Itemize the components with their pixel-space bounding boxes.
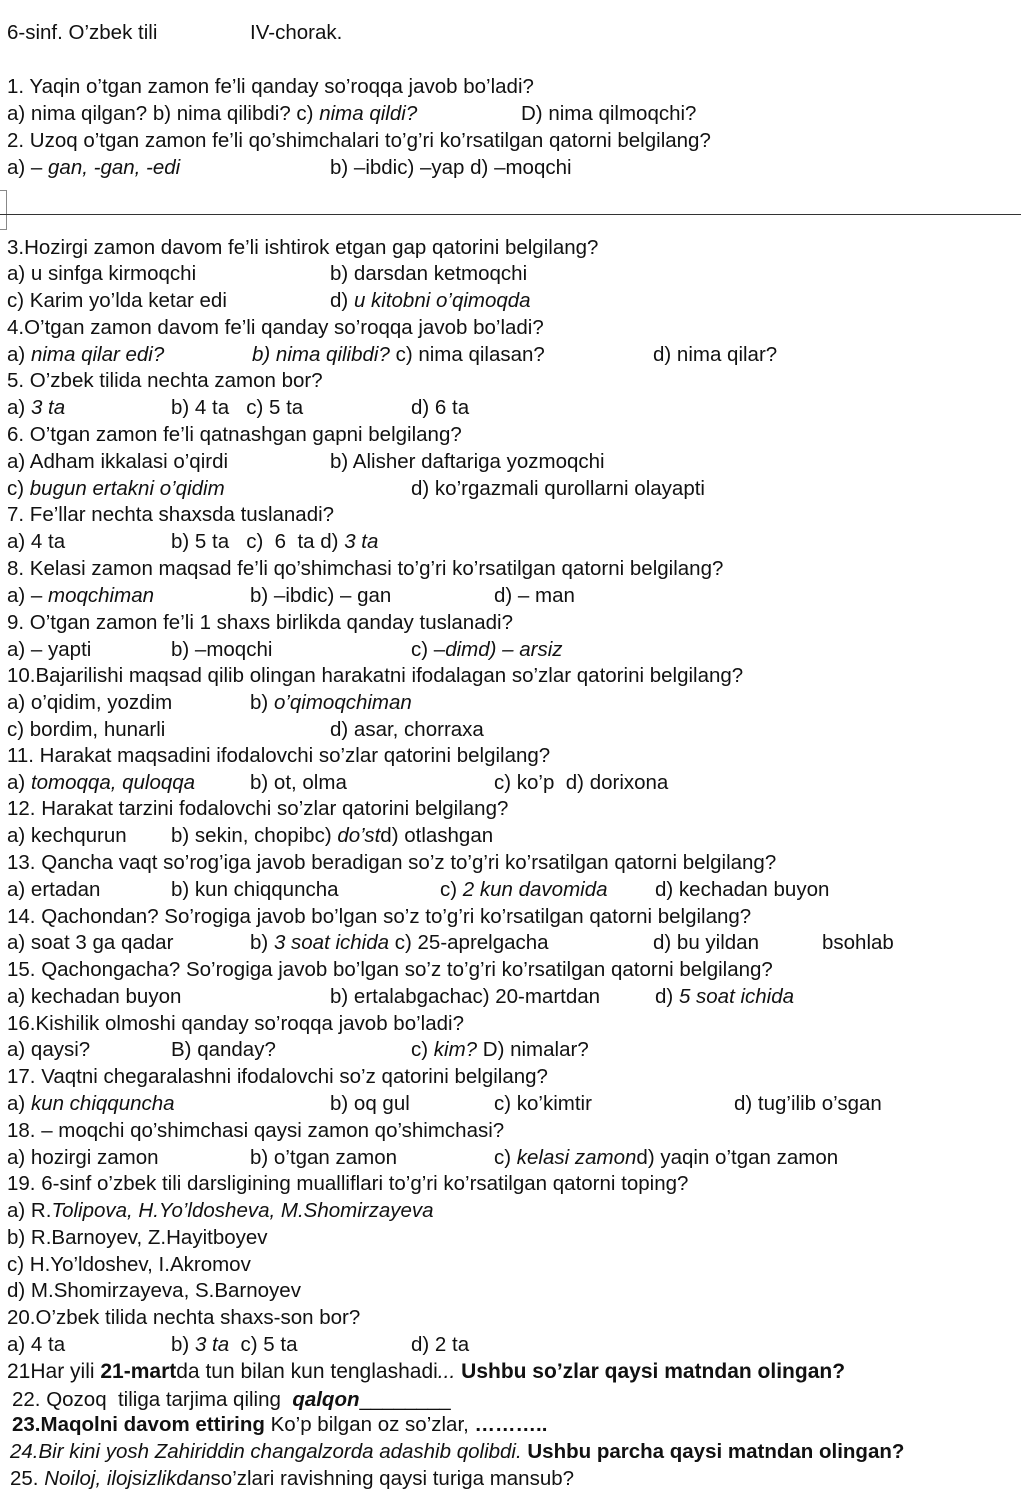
q14-extra: bsohlab: [822, 931, 894, 954]
question-25: [10, 1467, 574, 1491]
q12-options-bcd: [171, 824, 493, 848]
q3-d-value: u kitobni o’qimoqda: [353, 289, 531, 312]
header-quarter: IV-chorak.: [250, 21, 343, 44]
q22-text: 22. Qozoq tiliga tarjima qiling: [12, 1388, 293, 1411]
question-12: 12. Harakat tarzini fodalovchi so’zlar qatorini belgilang?: [7, 797, 509, 820]
q5-a-prefix: a): [7, 396, 31, 419]
q5-option-d: d) 6 ta: [411, 396, 470, 419]
header-grade: 6-sinf. O’zbek tili: [7, 21, 158, 44]
q20-options-bc: [171, 1333, 298, 1357]
q14-b-value: 3 soat ichida: [273, 931, 390, 954]
q10-b-prefix: b): [250, 691, 274, 714]
q9-cd-value: dimd) – arsiz: [445, 638, 563, 661]
q17-a-value: kun chiqquncha: [30, 1092, 175, 1115]
q24-question: Ushbu parcha qaysi matndan olingan?: [521, 1440, 905, 1463]
q17-option-c: c) ko’kimtir: [494, 1092, 592, 1115]
q16-c-prefix: c): [411, 1038, 434, 1061]
question-24: [10, 1440, 904, 1464]
question-5: 5. O’zbek tilida nechta zamon bor?: [7, 369, 323, 392]
q8-a-value: moqchiman: [48, 584, 154, 607]
q18-option-a: a) hozirgi zamon: [7, 1146, 159, 1169]
question-6: 6. O’tgan zamon fe’li qatnashgan gapni belgilang?: [7, 423, 462, 446]
q3-d-prefix: d): [330, 289, 354, 312]
q2-options-bcd: b) –ibdic) –yap d) –moqchi: [330, 156, 572, 179]
q16-options-cd: [411, 1038, 589, 1062]
question-20: 20.O’zbek tilida nechta shaxs-son bor?: [7, 1306, 361, 1329]
q15-options-bc: b) ertalabgachac) 20-martdan: [330, 985, 601, 1008]
q20-option-a: a) 4 ta: [7, 1333, 66, 1356]
q7-bcd-text: b) 5 ta c) 6 ta d): [171, 530, 345, 553]
q4-a-value: nima qilar edi?: [30, 343, 165, 366]
q6-option-d: d) ko’rgazmali qurollarni olayapti: [411, 477, 705, 500]
q3-option-d: [330, 289, 531, 313]
q19-option-a: [7, 1199, 434, 1223]
q10-option-a: a) o’qidim, yozdim: [7, 691, 173, 714]
q20-option-c: c) 5 ta: [229, 1333, 298, 1356]
q9-options-cd: [411, 638, 563, 662]
q7-option-a: a) 4 ta: [7, 530, 66, 553]
q15-d-value: 5 soat ichida: [678, 985, 795, 1008]
q2-option-a: [7, 156, 180, 180]
q8-option-a: [7, 584, 154, 608]
q21-bold-date: 21-mart: [100, 1360, 177, 1383]
q21-plain2: da tun bilan kun tenglashadi: [176, 1360, 438, 1383]
question-21: [7, 1360, 845, 1384]
q17-option-a: [7, 1092, 175, 1116]
q22-word: qalqon: [292, 1388, 360, 1411]
q14-option-c: c) 25-aprelgacha: [389, 931, 549, 954]
question-14: 14. Qachondan? So’rogiga javob bo’lgan so’z to’g’ri ko’rsatilgan qatorni belgilang?: [7, 905, 752, 928]
q8-options-bc: b) –ibdic) – gan: [250, 584, 392, 607]
question-18: 18. – moqchi qo’shimchasi qaysi zamon qo’shimchasi?: [7, 1119, 505, 1142]
q11-option-b: b) ot, olma: [250, 771, 347, 794]
q19-option-c: c) H.Yo’ldoshev, I.Akromov: [7, 1253, 251, 1276]
q19-a-prefix: a) R.: [7, 1199, 52, 1222]
question-23: [12, 1413, 547, 1437]
q3-option-b: b) darsdan ketmoqchi: [330, 262, 528, 285]
q16-option-d: D) nimalar?: [477, 1038, 589, 1061]
q8-a-prefix: a) –: [7, 584, 49, 607]
q22-blank: ________: [359, 1388, 451, 1411]
q12-option-a: a) kechqurun: [7, 824, 127, 847]
question-17: 17. Vaqtni chegaralashni ifodalovchi so’z qatorini belgilang?: [7, 1065, 548, 1088]
q5-a-value: 3 ta: [30, 396, 66, 419]
q16-c-value: kim?: [433, 1038, 478, 1061]
q19-a-value: Tolipova, H.Yo’ldosheva, M.Shomirzayeva: [51, 1199, 434, 1222]
q14-options-bc: [250, 931, 549, 955]
q13-option-a: a) ertadan: [7, 878, 101, 901]
q4-option-d: d) nima qilar?: [653, 343, 778, 366]
q13-c-prefix: c): [440, 878, 463, 901]
q3-option-a: a) u sinfga kirmoqchi: [7, 262, 197, 285]
q14-option-d: d) bu yildan: [653, 931, 759, 954]
q17-a-prefix: a): [7, 1092, 31, 1115]
q2-a-prefix: a) –: [7, 156, 49, 179]
q23-proverb: Ko’p bilgan oz so’zlar,: [270, 1413, 475, 1436]
q15-option-d: [655, 985, 794, 1009]
question-1-options: [7, 102, 417, 126]
q13-option-c: [440, 878, 608, 902]
question-2: 2. Uzoq o’tgan zamon fe’li qo’shimchalari to’g’ri ko’rsatilgan qatorni belgilang?: [7, 129, 711, 152]
q2-a-value: gan, -gan, -edi: [48, 156, 181, 179]
q18-c-prefix: c): [494, 1146, 517, 1169]
q6-option-c: [7, 477, 225, 501]
q13-option-b: b) kun chiqquncha: [171, 878, 339, 901]
question-15: 15. Qachongacha? So’rogiga javob bo’lgan so’z to’g’ri ko’rsatilgan qatorni belgilang?: [7, 958, 773, 981]
q14-option-a: a) soat 3 ga qadar: [7, 931, 174, 954]
q17-option-d: d) tug’ilib o’sgan: [734, 1092, 882, 1115]
question-1: 1. Yaqin o’tgan zamon fe’li qanday so’roqqa javob bo’ladi?: [7, 75, 534, 98]
q3-option-c: c) Karim yo’lda ketar edi: [7, 289, 227, 312]
q18-option-b: b) o’tgan zamon: [250, 1146, 398, 1169]
q14-b-prefix: b): [250, 931, 274, 954]
q4-a-prefix: a): [7, 343, 31, 366]
q21-plain: Har yili: [30, 1360, 101, 1383]
q11-option-a: [7, 771, 195, 795]
q25-words: Noiloj, ilojsizlikdan: [44, 1467, 211, 1490]
q4-option-c: c) nima qilasan?: [389, 343, 545, 366]
q4-options-bc: [252, 343, 545, 367]
q20-b-prefix: b): [171, 1333, 195, 1356]
q18-option-d: d) yaqin o’tgan zamon: [636, 1146, 839, 1169]
q21-question: Ushbu so’zlar qaysi matndan olingan?: [455, 1360, 846, 1383]
question-22: [12, 1388, 451, 1412]
q12-c-value: do’st: [337, 824, 381, 847]
q7-d-value: 3 ta: [344, 530, 379, 553]
question-8: 8. Kelasi zamon maqsad fe’li qo’shimchasi to’g’ri ko’rsatilgan qatorni belgilang?: [7, 557, 724, 580]
q13-option-d: d) kechadan buyon: [655, 878, 830, 901]
q16-option-a: a) qaysi?: [7, 1038, 91, 1061]
q15-d-prefix: d): [655, 985, 679, 1008]
question-13: 13. Qancha vaqt so’rog’iga javob beradigan so’z to’g’ri ko’rsatilgan qatorni belgilang?: [7, 851, 777, 874]
q9-option-a: a) – yapti: [7, 638, 92, 661]
margin-bracket: [0, 190, 7, 230]
q21-dots: ...: [437, 1360, 456, 1383]
q7-options-bcd: [171, 530, 378, 554]
q1-option-c: nima qildi?: [319, 102, 418, 125]
q5-option-a: [7, 396, 65, 420]
q10-b-value: o’qimoqchiman: [273, 691, 412, 714]
question-7: 7. Fe’llar nechta shaxsda tuslanadi?: [7, 503, 335, 526]
q20-b-value: 3 ta: [194, 1333, 230, 1356]
q10-option-d: d) asar, chorraxa: [330, 718, 484, 741]
q12-option-d: d) otlashgan: [380, 824, 494, 847]
question-9: 9. O’tgan zamon fe’li 1 shaxs birlikda qanday tuslanadi?: [7, 611, 513, 634]
q5-options-bc: b) 4 ta c) 5 ta: [171, 396, 304, 419]
q13-c-value: 2 kun davomida: [462, 878, 608, 901]
q19-option-d: d) M.Shomirzayeva, S.Barnoyev: [7, 1279, 301, 1302]
question-10: 10.Bajarilishi maqsad qilib olingan harakatni ifodalagan so’zlar qatorini belgilang?: [7, 664, 744, 687]
question-3: 3.Hozirgi zamon davom fe’li ishtirok etgan gap qatorini belgilang?: [7, 236, 599, 259]
q8-option-d: d) – man: [494, 584, 575, 607]
q23-text: 23.Maqolni davom ettiring: [12, 1413, 271, 1436]
q1-option-d: D) nima qilmoqchi?: [521, 102, 697, 125]
q15-option-a: a) kechadan buyon: [7, 985, 182, 1008]
q6-c-prefix: c): [7, 477, 30, 500]
q9-option-b: b) –moqchi: [171, 638, 273, 661]
q10-option-b: [250, 691, 412, 715]
q4-option-a: [7, 343, 164, 367]
q17-option-b: b) oq gul: [330, 1092, 410, 1115]
q4-option-b: b) nima qilibdi?: [252, 343, 390, 366]
q11-a-prefix: a): [7, 771, 31, 794]
q9-c-prefix: c) –: [411, 638, 446, 661]
q6-option-b: b) Alisher daftariga yozmoqchi: [330, 450, 605, 473]
question-11: 11. Harakat maqsadini ifodalovchi so’zlar qatorini belgilang?: [7, 744, 551, 767]
q11-a-value: tomoqqa, quloqqa: [30, 771, 196, 794]
q20-option-d: d) 2 ta: [411, 1333, 470, 1356]
question-4: 4.O’tgan zamon davom fe’li qanday so’roqqa javob bo’ladi?: [7, 316, 544, 339]
q12-bc-text: b) sekin, chopibc): [171, 824, 338, 847]
q25-question: so’zlari ravishning qaysi turiga mansub?: [210, 1467, 575, 1490]
q25-number: 25.: [10, 1467, 45, 1490]
q16-option-b: B) qanday?: [171, 1038, 276, 1061]
q23-dots: ………..: [474, 1413, 548, 1436]
q19-option-b: b) R.Barnoyev, Z.Hayitboyev: [7, 1226, 268, 1249]
q18-c-value: kelasi zamon: [516, 1146, 637, 1169]
q10-option-c: c) bordim, hunarli: [7, 718, 166, 741]
question-16: 16.Kishilik olmoshi qanday so’roqqa javob bo’ladi?: [7, 1012, 464, 1035]
q21-number: 21: [7, 1360, 31, 1383]
q24-excerpt: 24.Bir kini yosh Zahiriddin changalzorda adashib qolibdi.: [10, 1440, 522, 1463]
q6-option-a: a) Adham ikkalasi o’qirdi: [7, 450, 229, 473]
q18-options-cd: [494, 1146, 838, 1170]
q6-c-value: bugun ertakni o’qidim: [29, 477, 225, 500]
question-19: 19. 6-sinf o’zbek tili darsligining mualliflari to’g’ri ko’rsatilgan qatorni toping?: [7, 1172, 689, 1195]
q11-options-cd: c) ko’p d) dorixona: [494, 771, 669, 794]
q1-options-ab: a) nima qilgan? b) nima qilibdi? c): [7, 102, 320, 125]
horizontal-divider: [0, 214, 1021, 215]
